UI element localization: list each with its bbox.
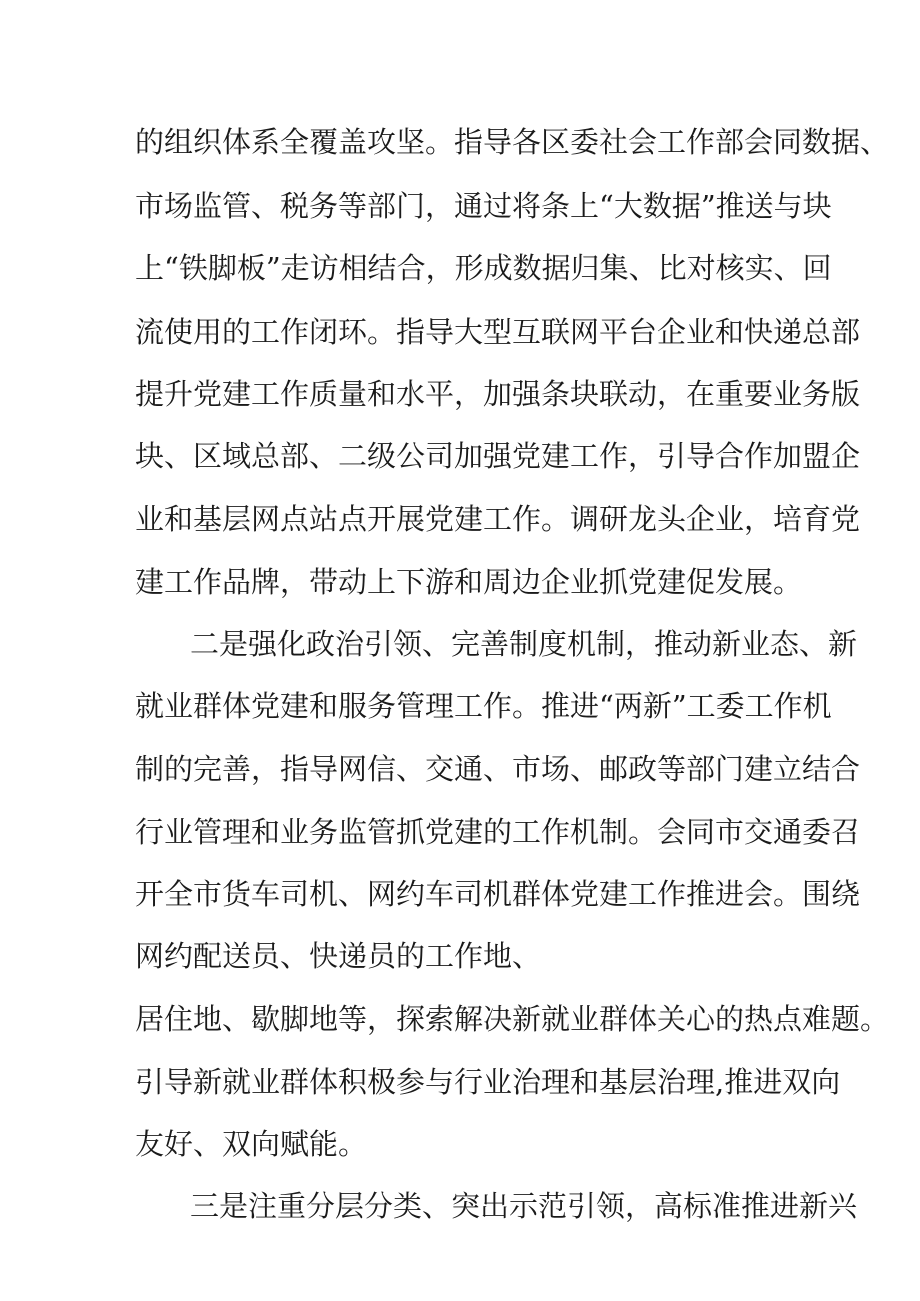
paragraph-line: 友好、双向赋能。	[135, 1127, 368, 1161]
paragraph-line: 流使用的工作闭环。指导大型互联网平台企业和快递总部	[135, 315, 861, 349]
paragraph-line: 建工作品牌，带动上下游和周边企业抓党建促发展。	[135, 565, 803, 599]
paragraph-line: 块、区域总部、二级公司加强党建工作，引导合作加盟企	[135, 439, 861, 473]
paragraph-line: 业和基层网点站点开展党建工作。调研龙头企业，培育党	[135, 502, 861, 536]
paragraph-line: 上“铁脚板”走访相结合，形成数据归集、比对核实、回	[135, 251, 832, 285]
paragraph-line: 居住地、歇脚地等，探索解决新就业群体关心的热点难题。	[135, 1002, 890, 1036]
paragraph-line: 三是注重分层分类、突出示范引领，高标准推进新兴	[190, 1189, 858, 1223]
paragraph-line: 二是强化政治引领、完善制度机制，推动新业态、新	[190, 627, 858, 661]
paragraph-line: 的组织体系全覆盖攻坚。指导各区委社会工作部会同数据、	[135, 125, 890, 159]
paragraph-line: 行业管理和业务监管抓党建的工作机制。会同市交通委召	[135, 815, 861, 849]
paragraph-line: 提升党建工作质量和水平，加强条块联动，在重要业务版	[135, 377, 861, 411]
paragraph-line: 网约配送员、快递员的工作地、	[135, 939, 542, 973]
paragraph-line: 开全市货车司机、网约车司机群体党建工作推进会。围绕	[135, 877, 861, 911]
paragraph-line: 市场监管、税务等部门，通过将条上“大数据”推送与块	[135, 189, 832, 223]
paragraph-line: 就业群体党建和服务管理工作。推进“两新”工委工作机	[135, 689, 832, 723]
paragraph-line: 制的完善，指导网信、交通、市场、邮政等部门建立结合	[135, 752, 861, 786]
paragraph-line: 引导新就业群体积极参与行业治理和基层治理,推进双向	[135, 1065, 841, 1099]
